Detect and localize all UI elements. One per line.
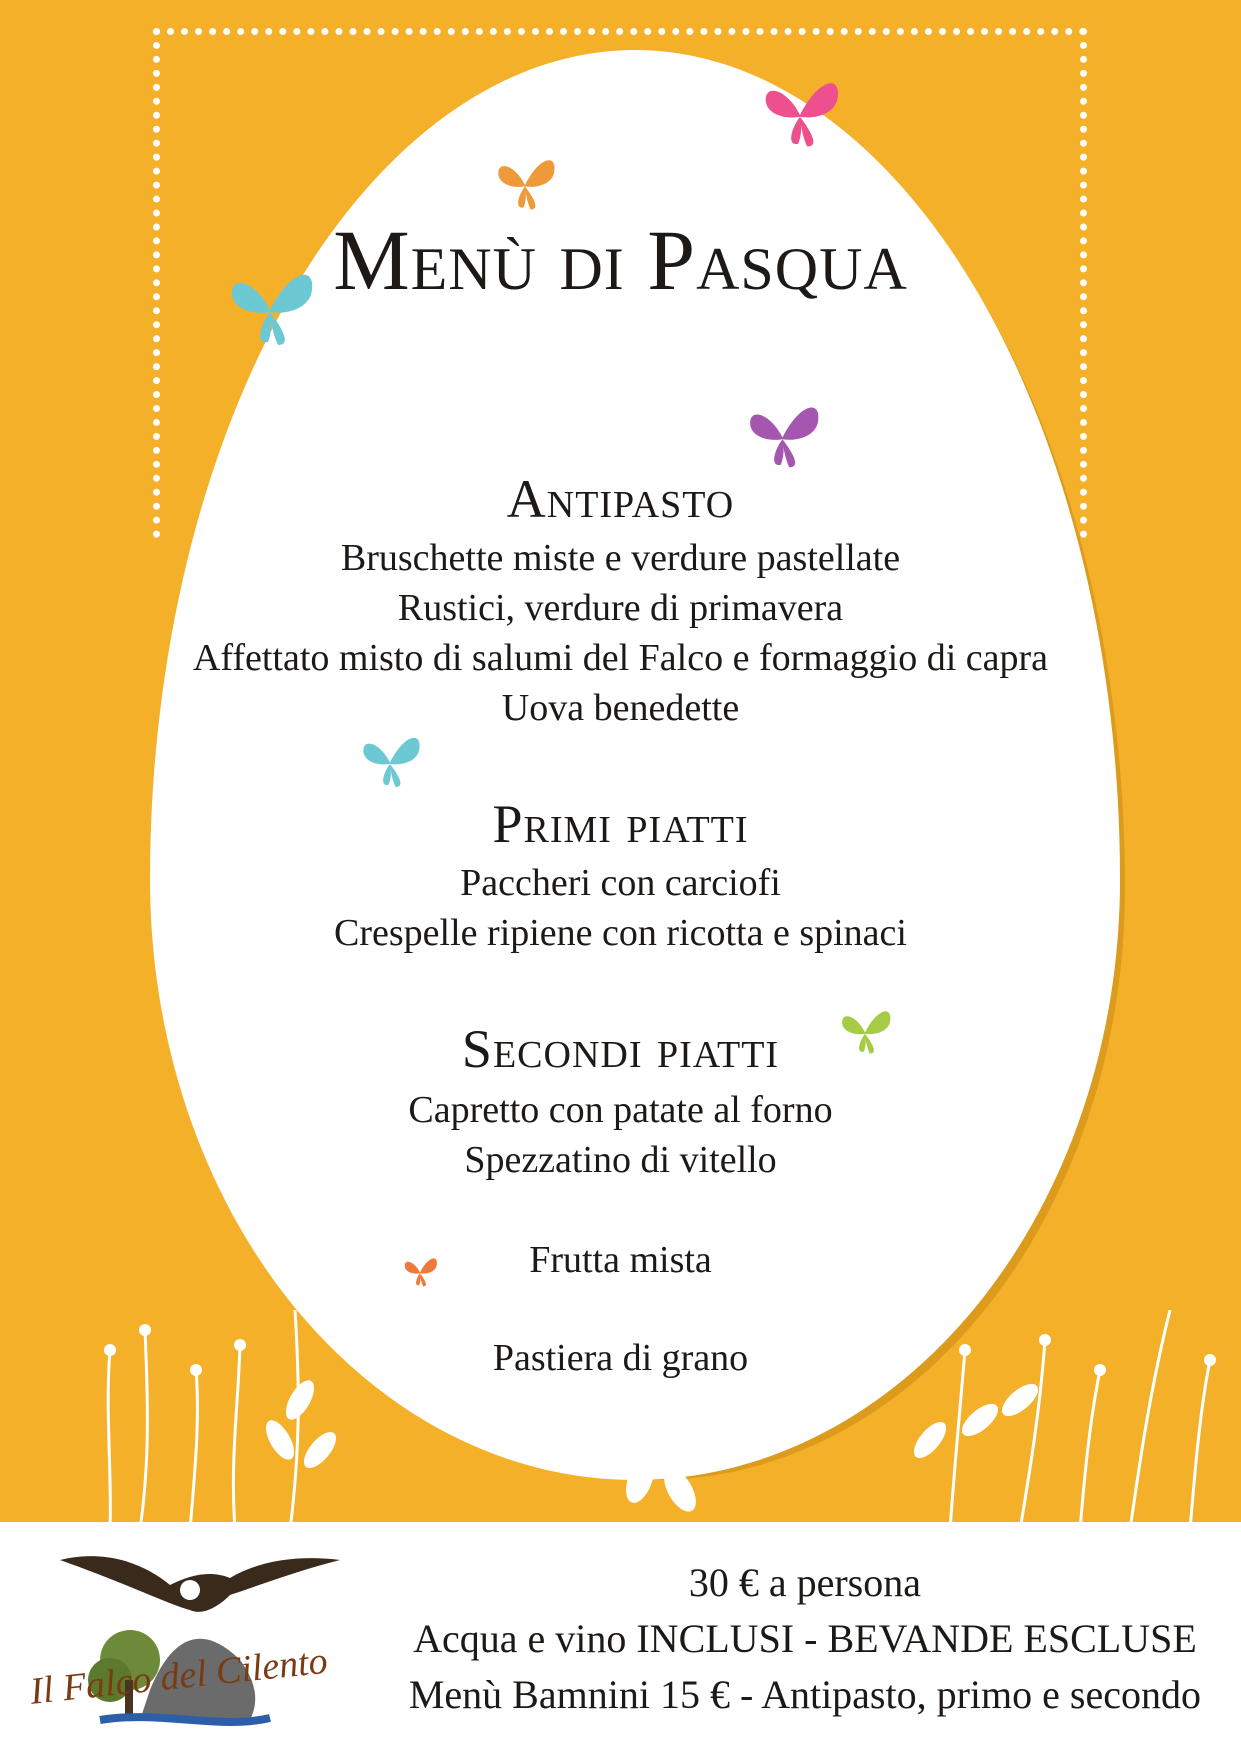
menu-item-pastiera: Pastiera di grano — [492, 1337, 749, 1379]
price-info — [409, 1555, 1201, 1723]
butterfly-icon — [355, 725, 425, 800]
section-title-primi: Primi piatti — [492, 794, 749, 854]
section-title-antipasto: Antipasto — [506, 469, 735, 529]
menu-item: Bruschette miste e verdure pastellate — [340, 537, 901, 579]
menu-item: Capretto con patate al forno — [408, 1089, 833, 1131]
kids-menu-line: Menù Bamnini 15 € - Antipasto, primo e secondo — [408, 1672, 1201, 1717]
menu-item: Affettato misto di salumi del Falco e formaggio di capra — [192, 637, 1049, 679]
section-items-primi — [0, 858, 1241, 958]
butterfly-icon — [755, 70, 845, 160]
menu-title: Menù di Pasqua — [333, 212, 908, 308]
menu-item: Spezzatino di vitello — [464, 1139, 777, 1181]
menu-item: Uova benedette — [501, 687, 740, 729]
section-items-antipasto — [0, 533, 1241, 733]
menu-item: Paccheri con carciofi — [460, 862, 781, 904]
logo-text: Il Falco del Cilento — [28, 1639, 330, 1713]
menu-item-frutta: Frutta mista — [529, 1239, 712, 1281]
menu-item: Rustici, verdure di primavera — [397, 587, 844, 629]
section-title-secondi: Secondi piatti — [461, 1019, 780, 1079]
menu-item: Crespelle ripiene con ricotta e spinaci — [334, 912, 907, 954]
price-line: 30 € a persona — [688, 1560, 921, 1605]
drinks-line: Acqua e vino INCLUSI - BEVANDE ESCLUSE — [413, 1616, 1197, 1661]
plant-decoration — [0, 1310, 1241, 1530]
section-items-secondi — [0, 1085, 1241, 1185]
